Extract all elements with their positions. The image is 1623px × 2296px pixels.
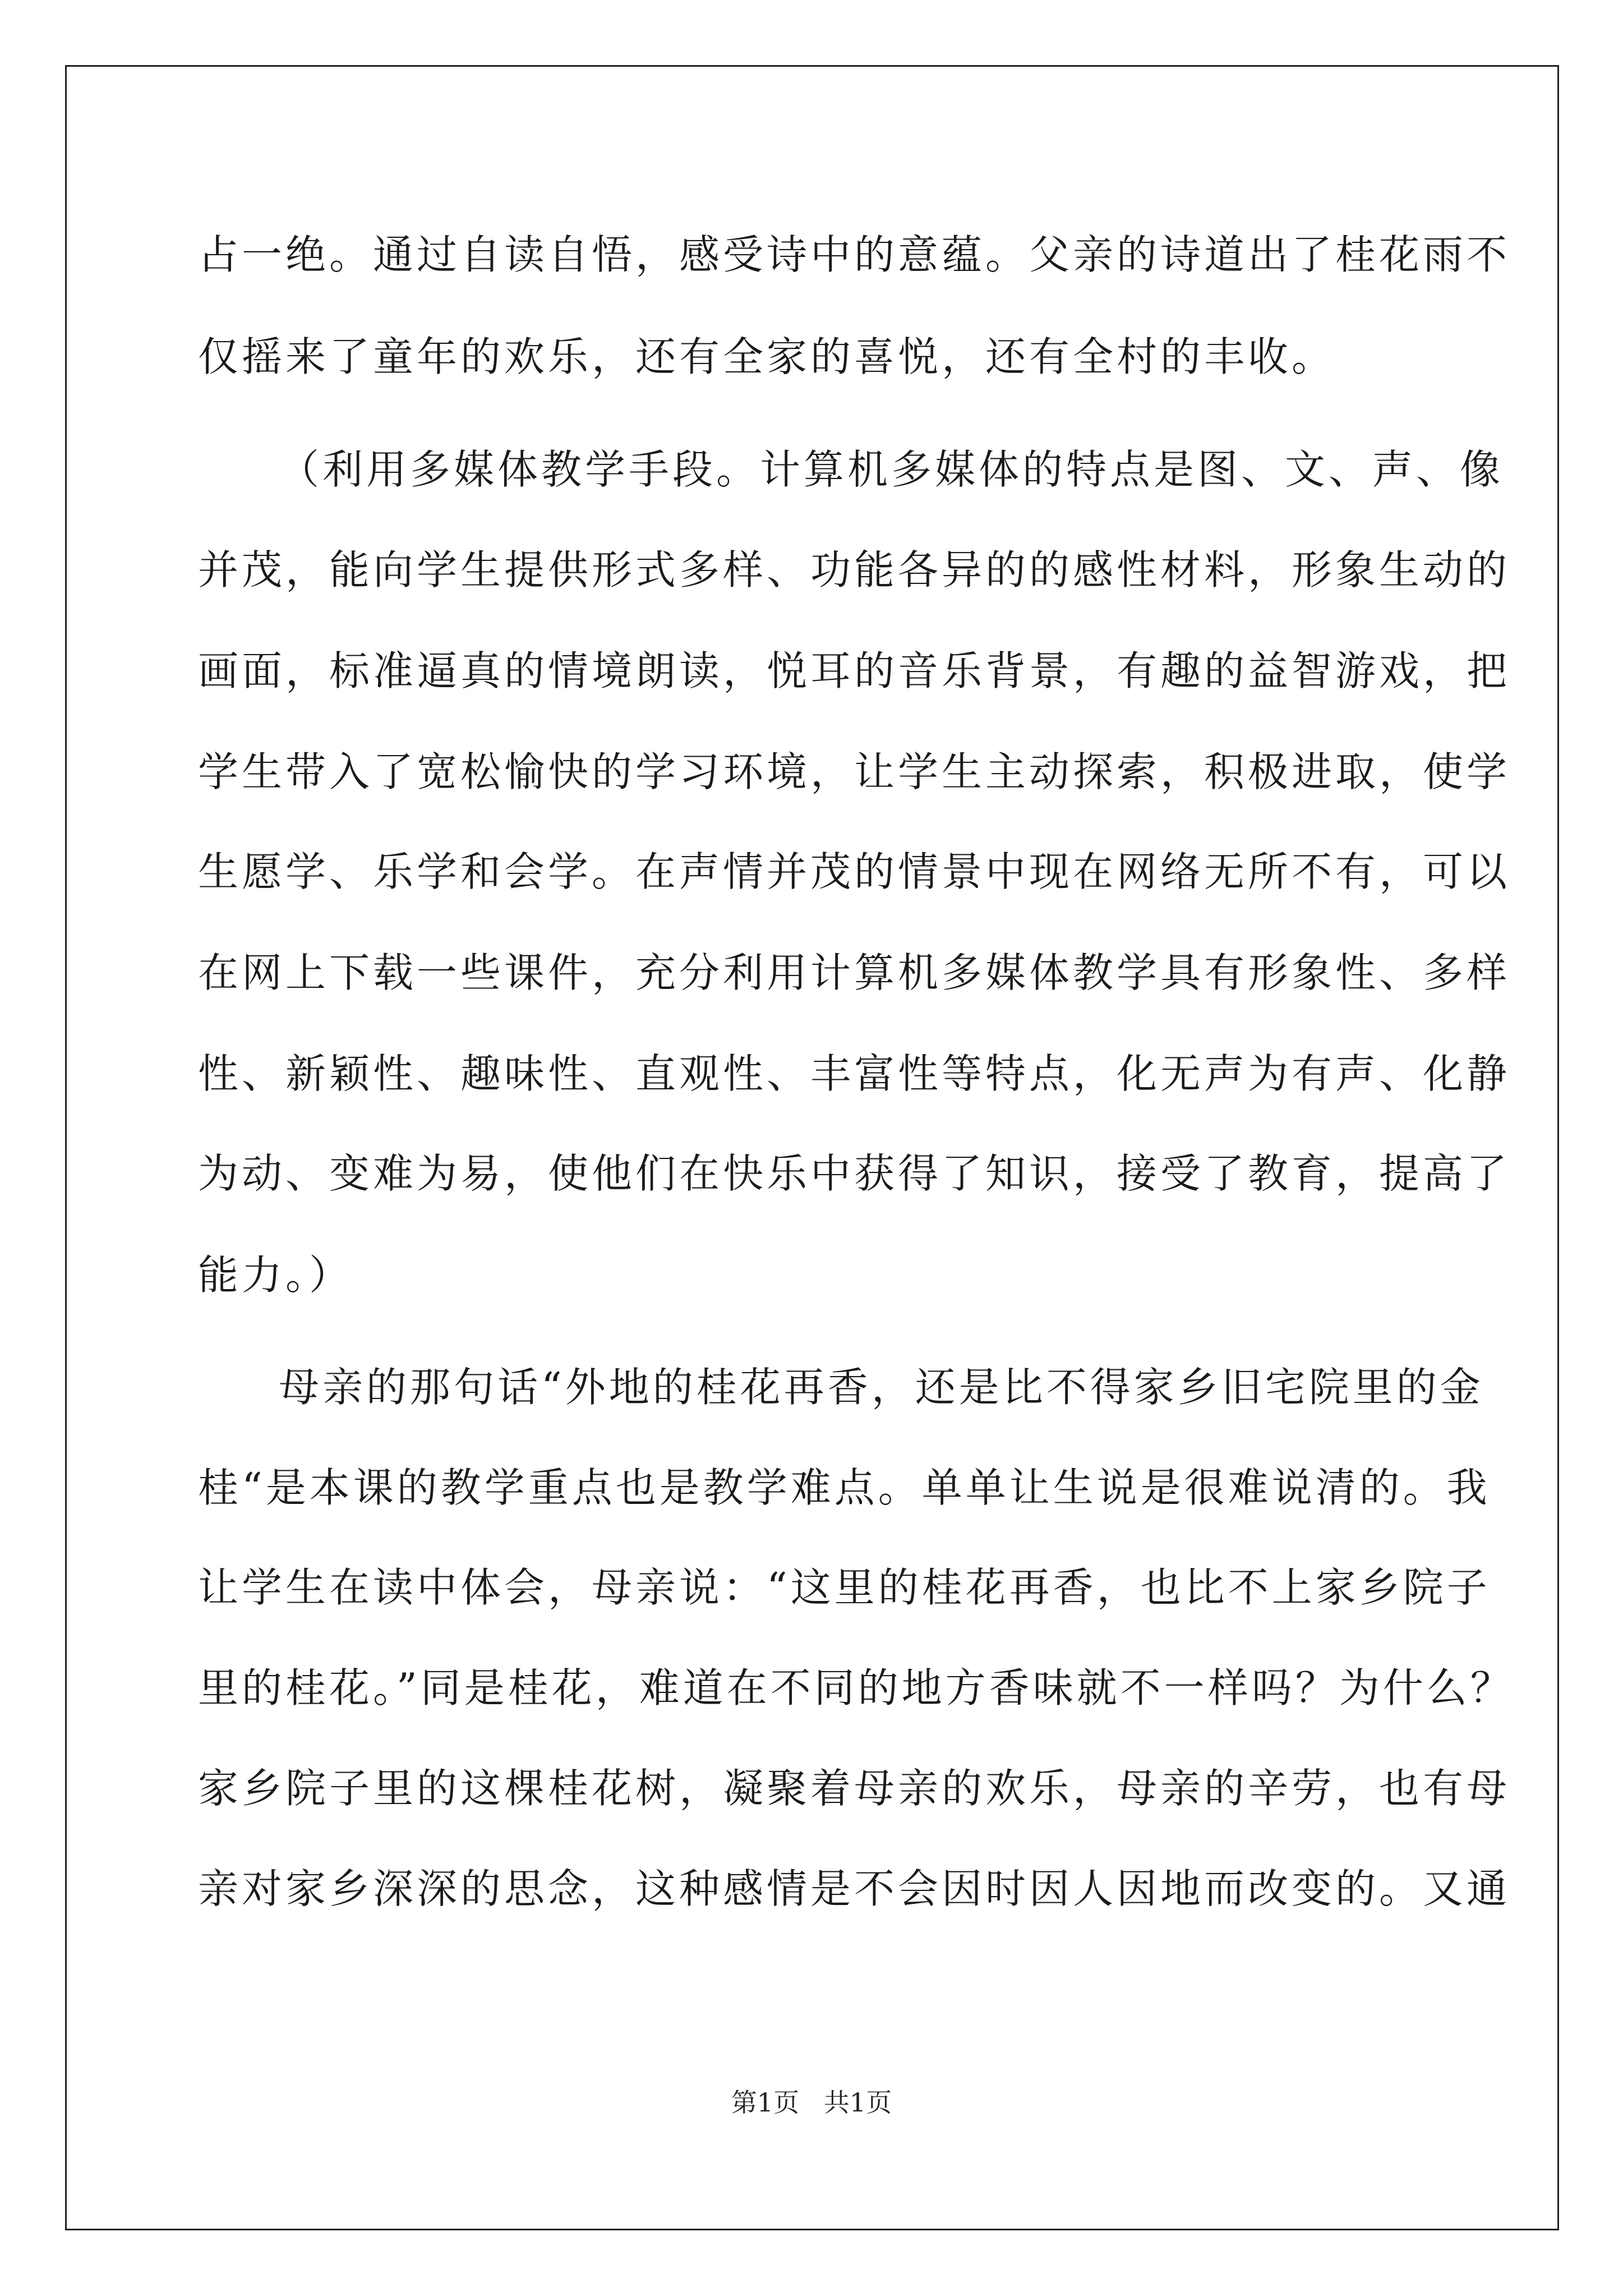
text-line: 能力。） (198, 1251, 353, 1299)
text-line: 桂“是本课的教学重点也是教学难点。单单让生说是很难说清的。我 (198, 1464, 1491, 1511)
paragraph-start-line: 母亲的那句话“外地的桂花再香，还是比不得家乡旧宅院里的金 (279, 1364, 1484, 1411)
text-line: 为动、变难为易，使他们在快乐中获得了知识，接受了教育，提高了 (198, 1150, 1511, 1197)
page-number-footer: 第1页 共1页 (731, 2087, 892, 2118)
text-line: 性、新颖性、趣味性、直观性、丰富性等特点，化无声为有声、化静 (198, 1050, 1511, 1097)
text-line: 占一绝。通过自读自悟，感受诗中的意蕴。父亲的诗道出了桂花雨不 (198, 231, 1511, 278)
text-line: 里的桂花。”同是桂花，难道在不同的地方香味就不一样吗？为什么？ (198, 1664, 1514, 1711)
text-line: 在网上下载一些课件，充分利用计算机多媒体教学具有形象性、多样 (198, 949, 1511, 996)
text-line: 画面，标准逼真的情境朗读，悦耳的音乐背景，有趣的益智游戏，把 (198, 647, 1511, 694)
text-line: 学生带入了宽松愉快的学习环境，让学生主动探索，积极进取，使学 (198, 748, 1511, 795)
text-line: 家乡院子里的这棵桂花树，凝聚着母亲的欢乐，母亲的辛劳，也有母 (198, 1765, 1511, 1812)
text-line: 生愿学、乐学和会学。在声情并茂的情景中现在网络无所不有，可以 (198, 848, 1511, 895)
text-line: 让学生在读中体会，母亲说：“这里的桂花再香，也比不上家乡院子 (198, 1564, 1491, 1611)
text-line: 仅摇来了童年的欢乐，还有全家的喜悦，还有全村的丰收。 (198, 333, 1336, 380)
text-line: 亲对家乡深深的思念，这种感情是不会因时因人因地而改变的。又通 (198, 1865, 1511, 1912)
paragraph-start-line: （利用多媒体教学手段。计算机多媒体的特点是图、文、声、像 (279, 446, 1504, 493)
text-line: 并茂，能向学生提供形式多样、功能各异的的感性材料，形象生动的 (198, 546, 1511, 593)
